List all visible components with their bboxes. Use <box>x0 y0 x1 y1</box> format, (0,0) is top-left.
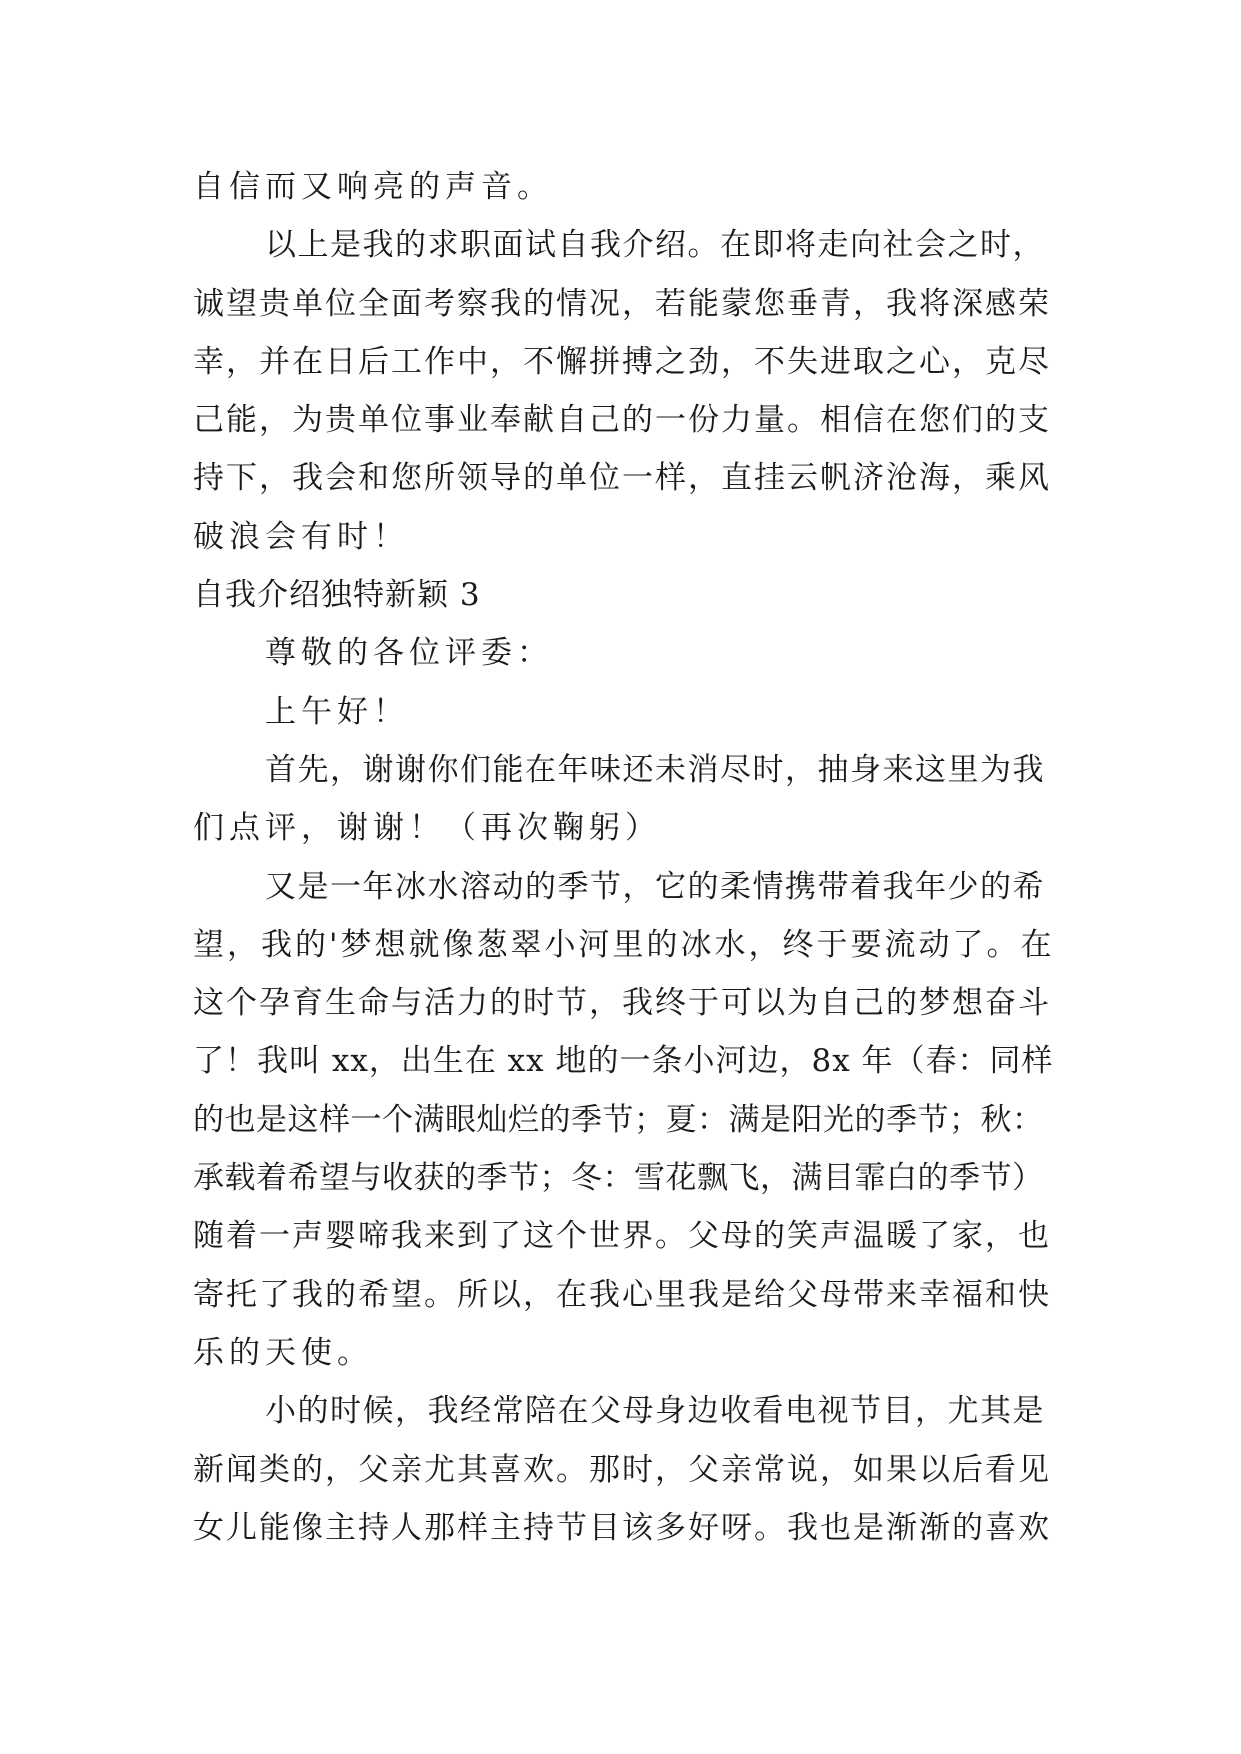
text-line: 女儿能像主持人那样主持节目该多好呀。我也是渐渐的喜欢 <box>193 1509 1051 1546</box>
text-line: 持下，我会和您所领导的单位一样，直挂云帆济沧海，乘风 <box>193 460 1051 497</box>
text-line: 了！我叫 xx，出生在 xx 地的一条小河边，8x 年（春：同样 <box>193 1043 1054 1080</box>
text-line: 随着一声婴啼我来到了这个世界。父母的笑声温暖了家，也 <box>193 1218 1051 1255</box>
text-line: 们点评，谢谢！（再次鞠躬） <box>193 810 661 847</box>
text-line: 的也是这样一个满眼灿烂的季节；夏：满是阳光的季节；秋： <box>193 1101 1044 1138</box>
text-line: 自信而又响亮的声音。 <box>193 169 553 205</box>
text-line: 小的时候，我经常陪在父母身边收看电视节目，尤其是 <box>265 1393 1045 1430</box>
text-line: 承载着希望与收获的季节；冬：雪花飘飞，满目霏白的季节） <box>193 1160 1044 1197</box>
text-line: 上午好！ <box>265 693 409 730</box>
text-line: 诚望贵单位全面考察我的情况，若能蒙您垂青，我将深感荣 <box>193 285 1051 322</box>
text-line: 幸，并在日后工作中，不懈拼搏之劲，不失进取之心，克尽 <box>193 343 1051 380</box>
text-line: 新闻类的，父亲尤其喜欢。那时，父亲常说，如果以后看见 <box>193 1451 1051 1488</box>
text-line: 尊敬的各位评委： <box>265 635 553 672</box>
section-heading: 自我介绍独特新颖 3 <box>193 577 481 614</box>
text-line: 这个孕育生命与活力的时节，我终于可以为自己的梦想奋斗 <box>193 985 1051 1022</box>
text-line: 又是一年冰水溶动的季节，它的柔情携带着我年少的希 <box>265 868 1045 905</box>
text-line: 首先，谢谢你们能在年味还未消尽时，抽身来这里为我 <box>265 751 1045 788</box>
text-line: 己能，为贵单位事业奉献自己的一份力量。相信在您们的支 <box>193 402 1051 439</box>
text-line: 乐的天使。 <box>193 1334 373 1371</box>
text-line: 以上是我的求职面试自我介绍。在即将走向社会之时， <box>265 227 1045 264</box>
text-line: 寄托了我的希望。所以，在我心里我是给父母带来幸福和快 <box>193 1276 1051 1313</box>
document-body <box>193 158 1055 1557</box>
text-line: 破浪会有时！ <box>193 518 409 555</box>
text-line: 望，我的'梦想就像葱翠小河里的冰水，终于要流动了。在 <box>193 926 1055 963</box>
